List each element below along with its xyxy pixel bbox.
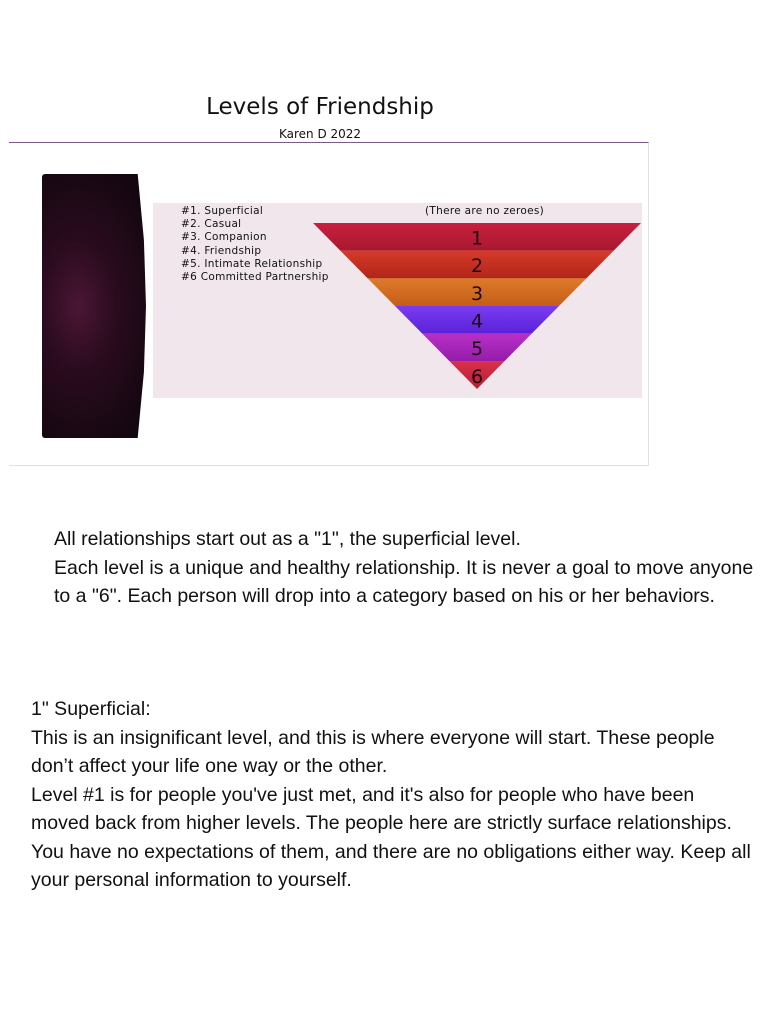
inverted-pyramid-diagram: [313, 223, 643, 393]
section-heading: 1" Superficial:: [31, 698, 151, 720]
legend-item: #4. Friendship: [181, 244, 262, 257]
section-paragraph: Level #1 is for people you've just met, and it's also for people who have been moved back from higher levels. The people here are strictly surface relationships. You have no expectations of them, and there are no obligations either way. Keep all your personal information to yourself.: [31, 783, 751, 891]
no-zeroes-note: (There are no zeroes): [425, 205, 545, 217]
pyramid-level-label: 3: [470, 282, 484, 305]
legend-item: #2. Casual: [181, 218, 242, 231]
intro-line: Each level is a unique and healthy relationship. It is never a goal to move anyone to a "6". Each person will drop into a category based on his or her behaviors.: [54, 556, 754, 607]
intro-line: All relationships start out as a "1", the superficial level.: [54, 528, 521, 550]
pyramid-level-label: 6: [470, 365, 484, 388]
slide-image: [9, 142, 649, 466]
legend-item: #3. Companion: [181, 231, 267, 244]
level-legend: [181, 205, 329, 284]
legend-item: #6 Committed Partnership: [181, 271, 329, 284]
legend-item: #5. Intimate Relationship: [181, 257, 323, 270]
pyramid-level-label: 4: [470, 310, 484, 333]
section-paragraph: This is an insignificant level, and this is where everyone will start. These people don’t affect your life one way or the other.: [31, 726, 715, 777]
pyramid-level-label: 5: [470, 338, 484, 361]
diagram-panel: [153, 203, 642, 398]
decorative-dark-panel: [42, 174, 146, 438]
section-superficial: [31, 695, 751, 895]
page-title: Levels of Friendship: [206, 94, 434, 120]
pyramid-level-label: 2: [470, 255, 484, 278]
page-subtitle: Karen D 2022: [278, 127, 362, 141]
legend-item: #1. Superficial: [181, 205, 264, 217]
pyramid-level-label: 1: [470, 227, 484, 250]
intro-text: [54, 525, 754, 611]
